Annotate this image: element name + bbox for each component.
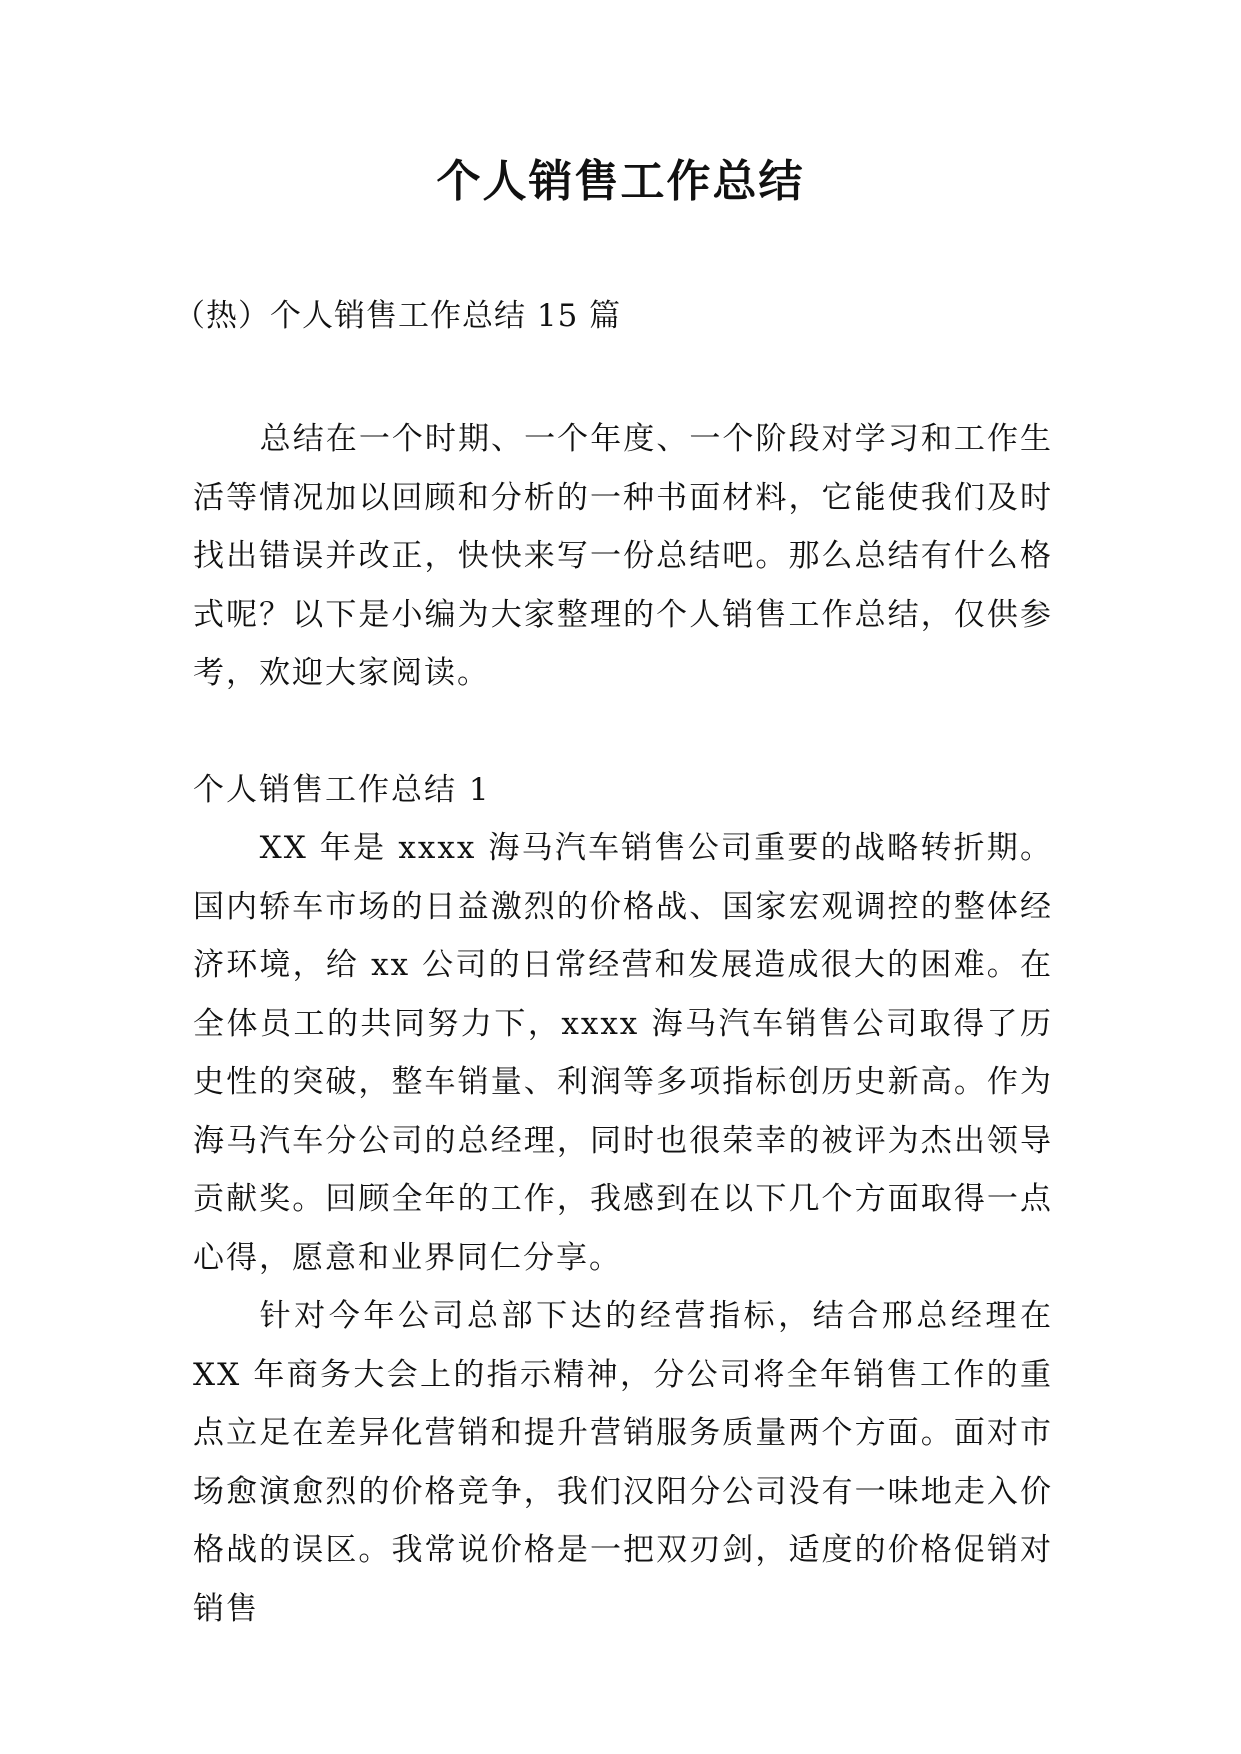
- document-body: [193, 410, 1053, 1638]
- document-subtitle: （热）个人销售工作总结 15 篇: [174, 298, 622, 334]
- document-title: 个人销售工作总结: [436, 156, 805, 207]
- intro-paragraph: 总结在一个时期、一个年度、一个阶段对学习和工作生活等情况加以回顾和分析的一种书面材料，它能使我们及时找出错误并改正，快快来写一份总结吧。那么总结有什么格式呢？以下是小编为大家整理的个人销售工作总结，仅供参考，欢迎大家阅读。: [193, 421, 1053, 691]
- body-paragraph-2: 针对今年公司总部下达的经营指标，结合邢总经理在 XX 年商务大会上的指示精神，分公司将全年销售工作的重点立足在差异化营销和提升营销服务质量两个方面。面对市场愈演愈烈的价格竞争，我们汉阳分公司没有一味地走入价格战的误区。我常说价格是一把双刃剑，适度的价格促销对销售: [193, 1298, 1053, 1627]
- section-heading: 个人销售工作总结 1: [193, 771, 491, 808]
- body-paragraph-1: XX 年是 xxxx 海马汽车销售公司重要的战略转折期。国内轿车市场的日益激烈的价格战、国家宏观调控的整体经济环境，给 xx 公司的日常经营和发展造成很大的困难。在全体员工的共同努力下，xxxx 海马汽车销售公司取得了历史性的突破，整车销量、利润等多项指标创历史新高。作为海马汽车分公司的总经理，同时也很荣幸的被评为杰出领导贡献奖。回顾全年的工作，我感到在以下几个方面取得一点心得，愿意和业界同仁分享。: [193, 830, 1053, 1276]
